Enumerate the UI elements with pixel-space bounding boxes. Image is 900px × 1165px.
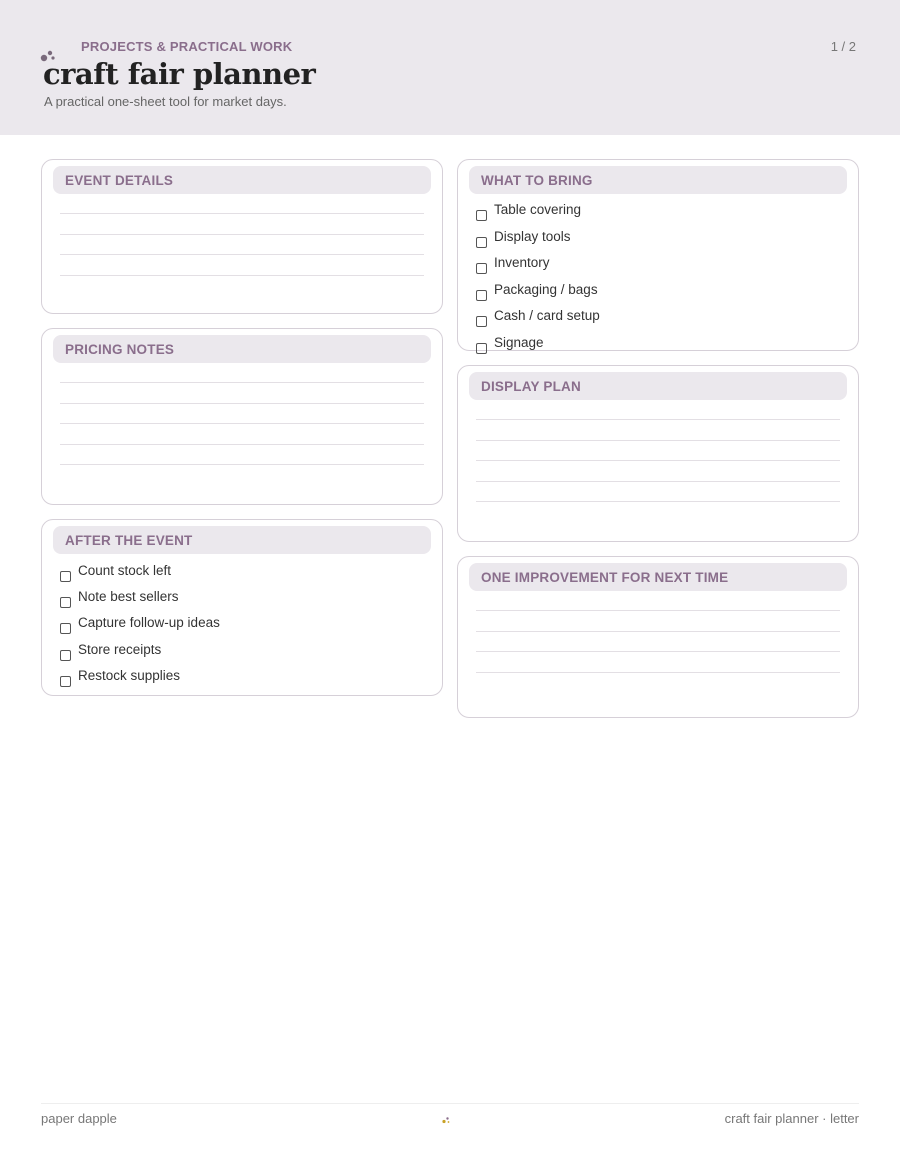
card-header bbox=[469, 166, 847, 194]
writing-line[interactable] bbox=[60, 234, 424, 235]
checklist-item[interactable] bbox=[60, 667, 180, 687]
checkbox[interactable] bbox=[476, 316, 487, 327]
checklist-item[interactable] bbox=[476, 254, 550, 274]
writing-line[interactable] bbox=[476, 419, 840, 420]
card-header bbox=[53, 526, 431, 554]
writing-line[interactable] bbox=[60, 213, 424, 214]
checkbox[interactable] bbox=[476, 343, 487, 354]
writing-line[interactable] bbox=[60, 382, 424, 383]
page-number: 1 / 2 bbox=[830, 39, 856, 54]
checklist-item[interactable] bbox=[476, 201, 581, 221]
writing-line[interactable] bbox=[476, 610, 840, 611]
checklist-label: Inventory bbox=[494, 254, 550, 270]
checklist-label: Display tools bbox=[494, 228, 571, 244]
checklist-item[interactable] bbox=[476, 307, 600, 327]
writing-line[interactable] bbox=[476, 481, 840, 482]
card-title: AFTER THE EVENT bbox=[65, 533, 193, 548]
brand-mark-icon bbox=[442, 1116, 450, 1124]
card-title: PRICING NOTES bbox=[65, 342, 175, 357]
card-title: EVENT DETAILS bbox=[65, 173, 174, 188]
footer-brand: paper dapple bbox=[41, 1111, 117, 1126]
after-event-card bbox=[41, 519, 443, 696]
card-header bbox=[53, 166, 431, 194]
checklist-label: Cash / card setup bbox=[494, 307, 600, 323]
page-subtitle: A practical one-sheet tool for market days. bbox=[44, 94, 287, 109]
card-title: WHAT TO BRING bbox=[481, 173, 593, 188]
writing-line[interactable] bbox=[476, 631, 840, 632]
checkbox[interactable] bbox=[60, 571, 71, 582]
checklist-item[interactable] bbox=[476, 334, 544, 354]
footer-doc-label: craft fair planner · letter bbox=[724, 1111, 859, 1126]
checklist-label: Store receipts bbox=[78, 641, 162, 657]
checkbox[interactable] bbox=[476, 263, 487, 274]
footer-divider bbox=[41, 1103, 859, 1104]
card-title: DISPLAY PLAN bbox=[481, 379, 581, 394]
writing-line[interactable] bbox=[476, 501, 840, 502]
writing-line[interactable] bbox=[60, 275, 424, 276]
writing-line[interactable] bbox=[60, 254, 424, 255]
checklist-label: Restock supplies bbox=[78, 667, 181, 683]
writing-line[interactable] bbox=[60, 423, 424, 424]
checklist-label: Table covering bbox=[494, 201, 582, 217]
header-band bbox=[0, 0, 900, 135]
card-header bbox=[469, 372, 847, 400]
checklist-item[interactable] bbox=[60, 562, 171, 582]
writing-line[interactable] bbox=[476, 460, 840, 461]
writing-line[interactable] bbox=[60, 444, 424, 445]
writing-line[interactable] bbox=[476, 651, 840, 652]
card-header bbox=[469, 563, 847, 591]
checkbox[interactable] bbox=[60, 623, 71, 634]
writing-line[interactable] bbox=[476, 440, 840, 441]
checklist-item[interactable] bbox=[60, 588, 179, 608]
page-title: craft fair planner bbox=[43, 57, 316, 91]
pricing-notes-card bbox=[41, 328, 443, 505]
checklist-item[interactable] bbox=[60, 614, 220, 634]
event-details-card bbox=[41, 159, 443, 314]
writing-line[interactable] bbox=[60, 464, 424, 465]
checklist-item[interactable] bbox=[60, 641, 161, 661]
checklist-label: Count stock left bbox=[78, 562, 172, 578]
display-plan-card bbox=[457, 365, 859, 542]
checklist-item[interactable] bbox=[476, 281, 598, 301]
category-label: PROJECTS & PRACTICAL WORK bbox=[81, 39, 293, 54]
checkbox[interactable] bbox=[60, 597, 71, 608]
checklist-label: Capture follow-up ideas bbox=[78, 614, 220, 630]
writing-line[interactable] bbox=[476, 672, 840, 673]
checklist-label: Note best sellers bbox=[78, 588, 179, 604]
card-header bbox=[53, 335, 431, 363]
checklist-label: Packaging / bags bbox=[494, 281, 598, 297]
checklist-label: Signage bbox=[494, 334, 544, 350]
writing-line[interactable] bbox=[60, 403, 424, 404]
improvement-card bbox=[457, 556, 859, 718]
checkbox[interactable] bbox=[476, 210, 487, 221]
checkbox[interactable] bbox=[60, 650, 71, 661]
what-to-bring-card bbox=[457, 159, 859, 351]
checklist-item[interactable] bbox=[476, 228, 571, 248]
checkbox[interactable] bbox=[476, 237, 487, 248]
card-title: ONE IMPROVEMENT FOR NEXT TIME bbox=[481, 570, 729, 585]
checkbox[interactable] bbox=[60, 676, 71, 687]
checkbox[interactable] bbox=[476, 290, 487, 301]
